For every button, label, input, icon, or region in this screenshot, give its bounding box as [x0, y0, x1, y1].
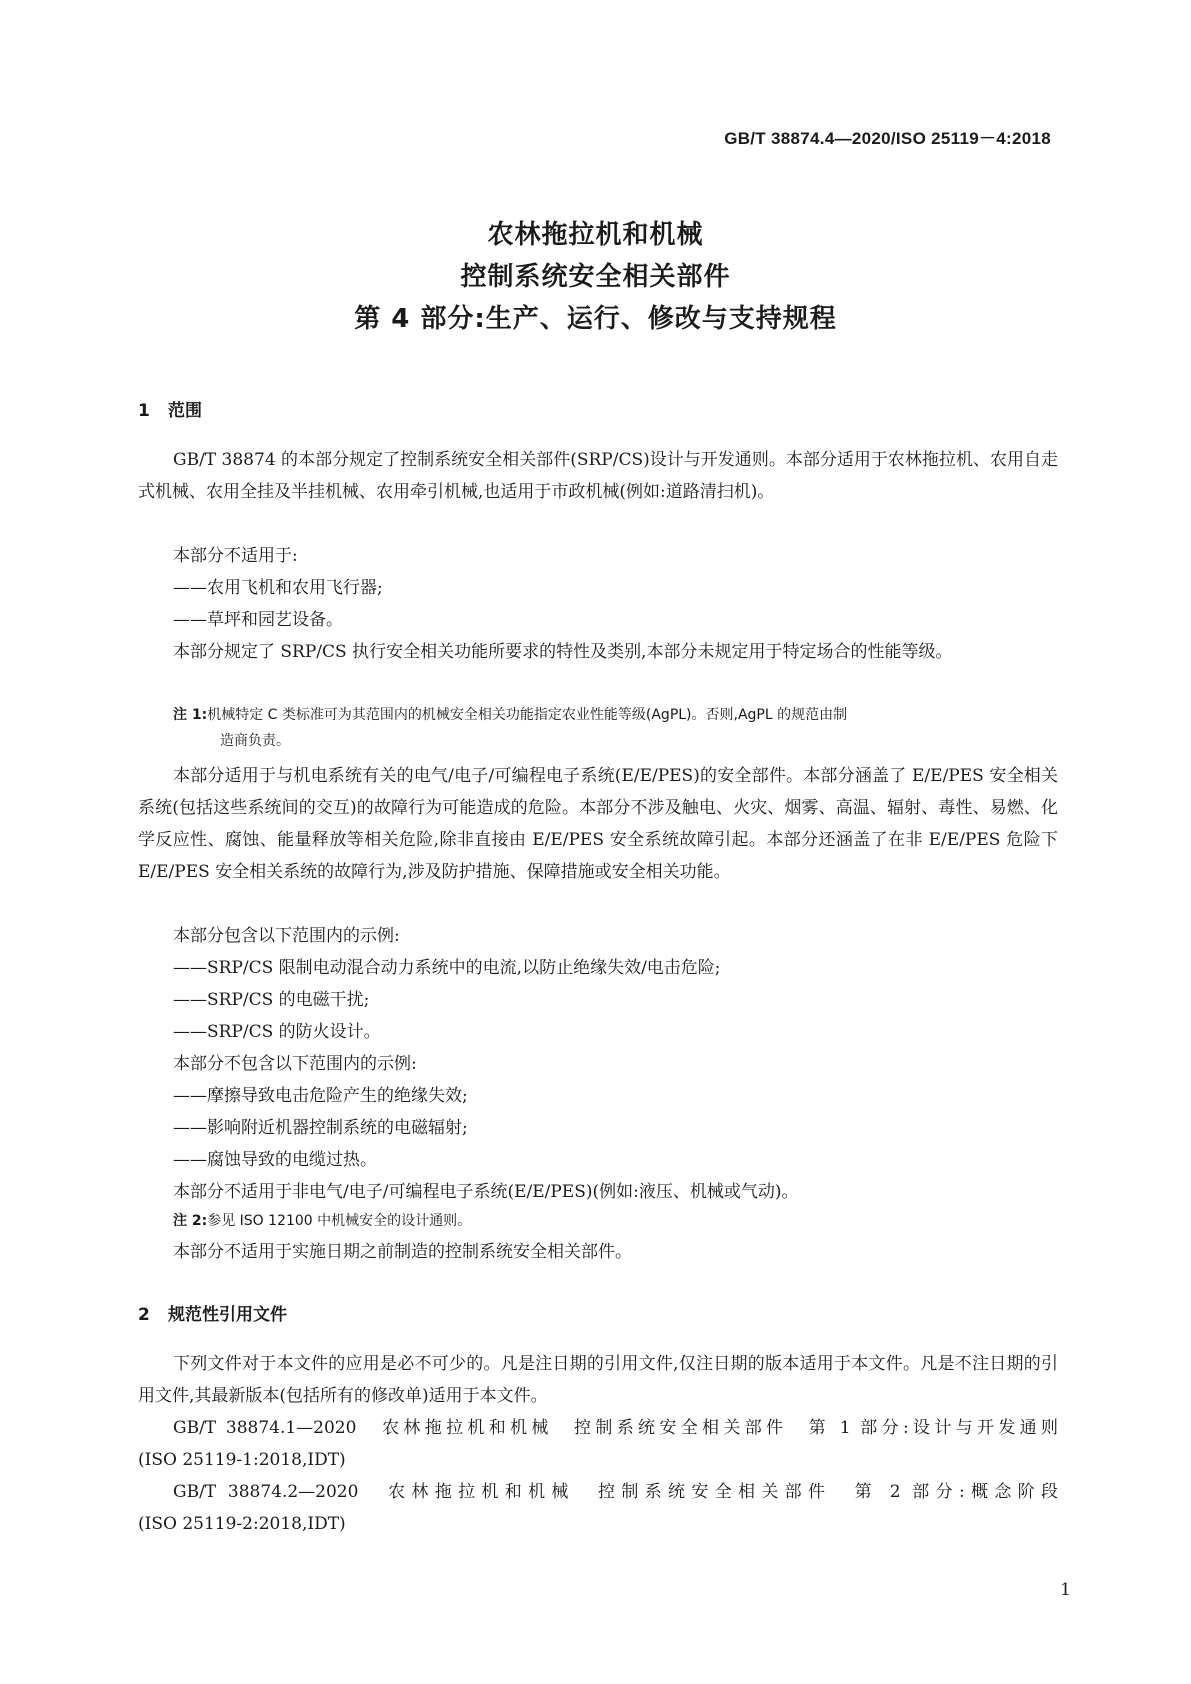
- list-item: ——农用飞机和农用飞行器;: [173, 578, 383, 598]
- note-1: [138, 702, 1058, 728]
- section-1-paragraph-2: 本部分不适用于:: [173, 546, 298, 566]
- section-1-paragraph-4: 本部分适用于与机电系统有关的电气/电子/可编程电子系统(E/E/PES)的安全部件。本部分涵盖了 E/E/PES 安全相关系统(包括这些系统间的交互)的故障行为可能造成的危险。本部分不涉及触电、火灾、烟雾、高温、辐射、毒性、易燃、化学反应性、腐蚀、能量释放等相关危险,除非直接由 E/E/PES 安全系统故障引起。本部分还涵盖了在非 E/E/PES 危险下 E/E/PES 安全相关系统的故障行为,涉及防护措施、保障措施或安全相关功能。: [138, 766, 1058, 882]
- section-1-paragraph-1: GB/T 38874 的本部分规定了控制系统安全相关部件(SRP/CS)设计与开发通则。本部分适用于农林拖拉机、农用自走式机械、农用全挂及半挂机械、农用牵引机械,也适用于市政机械(例如:道路清扫机)。: [138, 450, 1058, 502]
- note-2-text: 参见 ISO 12100 中机械安全的设计通则。: [207, 1213, 472, 1229]
- title-line-1: 农林拖拉机和机械: [487, 220, 704, 250]
- list-item: ——草坪和园艺设备。: [173, 610, 343, 630]
- list-item: ——腐蚀导致的电缆过热。: [173, 1150, 377, 1170]
- section-1-paragraph-6: 本部分不包含以下范围内的示例:: [173, 1054, 417, 1074]
- title-line-3: 第 4 部分:生产、运行、修改与支持规程: [354, 304, 837, 334]
- section-1-paragraph-8: 本部分不适用于实施日期之前制造的控制系统安全相关部件。: [173, 1242, 632, 1262]
- note-1-label: 注 1:: [173, 707, 208, 723]
- section-2-title: 规范性引用文件: [168, 1305, 287, 1325]
- note-2: [138, 1208, 1058, 1234]
- list-item: ——摩擦导致电击危险产生的绝缘失效;: [173, 1086, 468, 1106]
- list-item: ——影响附近机器控制系统的电磁辐射;: [173, 1118, 468, 1138]
- section-1-paragraph-5: 本部分包含以下范围内的示例:: [173, 926, 400, 946]
- section-1-number: 1: [138, 401, 150, 421]
- reference-1-iso: (ISO 25119-1:2018,IDT): [138, 1450, 346, 1470]
- section-1-title: 范围: [168, 401, 202, 421]
- reference-2-iso: (ISO 25119-2:2018,IDT): [138, 1514, 346, 1534]
- note-1-text: 机械特定 C 类标准可为其范围内的机械安全相关功能指定农业性能等级(AgPL)。否则,AgPL 的规范由制: [207, 707, 848, 723]
- section-1-paragraph-7: 本部分不适用于非电气/电子/可编程电子系统(E/E/PES)(例如:液压、机械或气动)。: [173, 1182, 799, 1202]
- section-2-number: 2: [138, 1305, 150, 1325]
- section-2-heading: [138, 1300, 287, 1325]
- reference-2: GB/T 38874.2—2020 农林拖拉机和机械 控制系统安全相关部件 第 2 部分:概念阶段: [173, 1482, 1058, 1502]
- reference-1: GB/T 38874.1—2020 农林拖拉机和机械 控制系统安全相关部件 第 1 部分:设计与开发通则: [173, 1418, 1058, 1438]
- section-2-paragraph-1: 下列文件对于本文件的应用是必不可少的。凡是注日期的引用文件,仅注日期的版本适用于本文件。凡是不注日期的引用文件,其最新版本(包括所有的修改单)适用于本文件。: [138, 1354, 1058, 1406]
- title-line-2: 控制系统安全相关部件: [460, 262, 731, 292]
- document-header: GB/T 38874.4—2020/ISO 25119－4:2018: [724, 129, 1051, 148]
- note-1-continuation: 造商负责。: [220, 733, 290, 749]
- list-item: ——SRP/CS 的防火设计。: [173, 1022, 381, 1042]
- section-1-heading: [138, 396, 202, 421]
- page-number: 1: [1060, 1580, 1071, 1600]
- list-item: ——SRP/CS 的电磁干扰;: [173, 990, 370, 1010]
- list-item: ——SRP/CS 限制电动混合动力系统中的电流,以防止绝缘失效/电击危险;: [173, 958, 721, 978]
- note-2-label: 注 2:: [173, 1213, 208, 1229]
- section-1-paragraph-3: 本部分规定了 SRP/CS 执行安全相关功能所要求的特性及类别,本部分未规定用于特定场合的性能等级。: [173, 642, 953, 662]
